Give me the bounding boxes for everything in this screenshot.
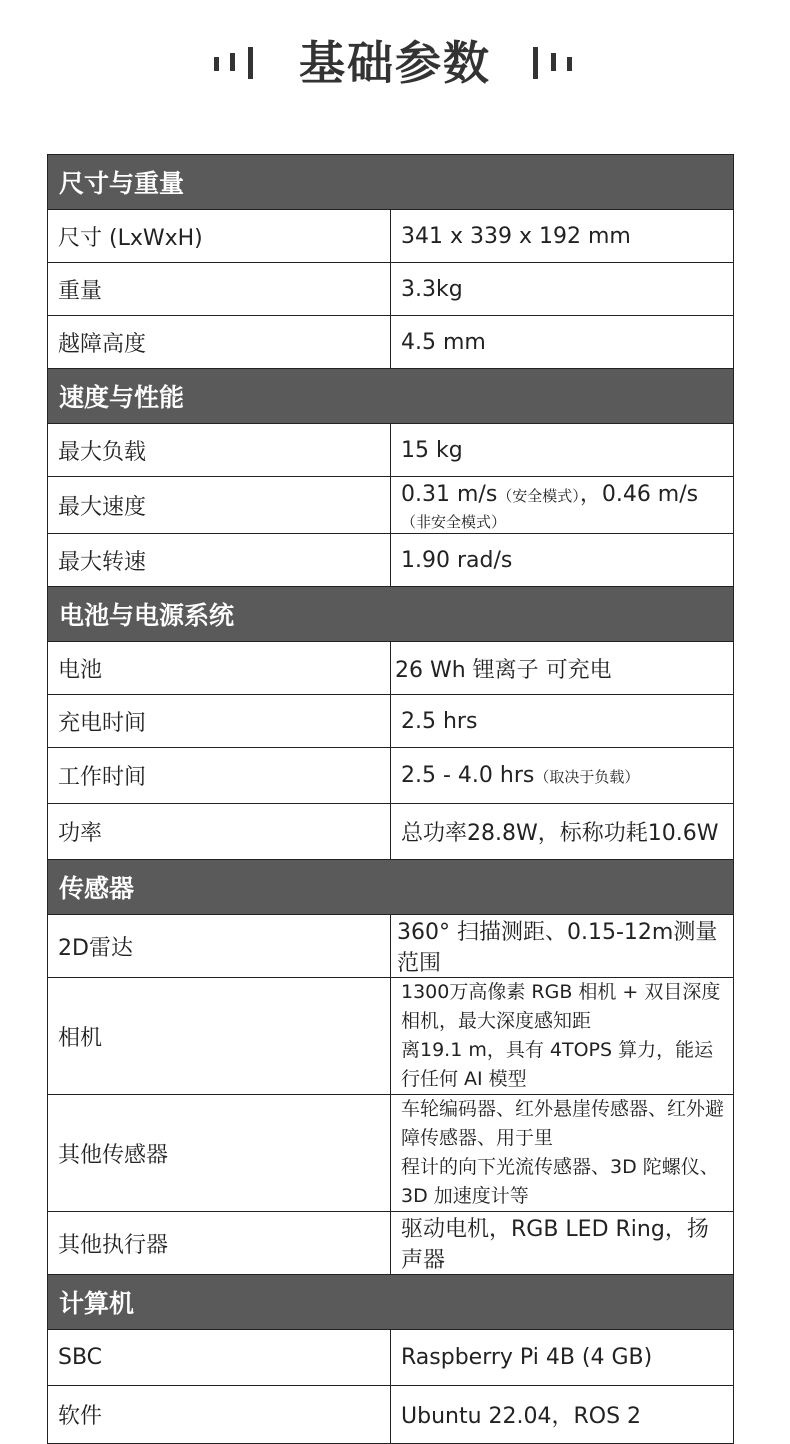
spec-label: 电池 — [48, 642, 391, 695]
decorative-bars-right-icon — [533, 47, 578, 79]
spec-label: 相机 — [48, 978, 391, 1095]
spec-value — [391, 978, 734, 1095]
table-row — [48, 477, 734, 534]
table-row — [48, 804, 734, 860]
spec-value: 总功率28.8W，标称功耗10.6W — [391, 804, 734, 860]
speed-safe-note: （安全模式） — [497, 487, 580, 505]
spec-label: 其他传感器 — [48, 1095, 391, 1212]
spec-value: 2.5 hrs — [391, 695, 734, 748]
section-header-sensors — [48, 860, 734, 915]
table-row — [48, 695, 734, 748]
spec-label: 充电时间 — [48, 695, 391, 748]
spec-value — [391, 1095, 734, 1212]
spec-label: 越障高度 — [48, 316, 391, 369]
section-header-size-weight — [48, 155, 734, 210]
section-header-battery-power — [48, 587, 734, 642]
section-header-speed-performance — [48, 369, 734, 424]
section-title: 计算机 — [48, 1275, 734, 1330]
table-row — [48, 1386, 734, 1444]
spec-label: 软件 — [48, 1386, 391, 1444]
page-header — [0, 30, 790, 96]
table-row — [48, 316, 734, 369]
spec-label: 最大负载 — [48, 424, 391, 477]
spec-value: 26 Wh 锂离子 可充电 — [391, 642, 734, 695]
spec-label: 尺寸 (LxWxH) — [48, 210, 391, 263]
spec-label: 最大速度 — [48, 477, 391, 534]
spec-value: 驱动电机，RGB LED Ring，扬声器 — [391, 1212, 734, 1275]
spec-label: 其他执行器 — [48, 1212, 391, 1275]
spec-value-line: 离19.1 m，具有 4TOPS 算力，能运行任何 AI 模型 — [401, 1039, 714, 1090]
spec-value-line: 1300万高像素 RGB 相机 + 双目深度相机，最大深度感知距 — [401, 981, 721, 1032]
spec-value — [391, 477, 734, 534]
table-row — [48, 1095, 734, 1212]
speed-unsafe-value: 0.46 m/s — [601, 482, 699, 507]
spec-value: 1.90 rad/s — [391, 534, 734, 587]
table-row — [48, 534, 734, 587]
table-row — [48, 642, 734, 695]
spec-value-line: 车轮编码器、红外悬崖传感器、红外避障传感器、用于里 — [401, 1098, 725, 1149]
spec-value: 3.3kg — [391, 263, 734, 316]
decorative-bars-left-icon — [214, 47, 259, 79]
section-header-computer — [48, 1275, 734, 1330]
table-row — [48, 915, 734, 978]
section-title: 传感器 — [48, 860, 734, 915]
table-row — [48, 210, 734, 263]
spec-label: 最大转速 — [48, 534, 391, 587]
speed-separator: ， — [579, 482, 602, 507]
spec-label: SBC — [48, 1330, 391, 1386]
spec-value: 341 x 339 x 192 mm — [391, 210, 734, 263]
spec-label: 工作时间 — [48, 748, 391, 804]
speed-unsafe-note: （非安全模式） — [401, 513, 507, 531]
runtime-note: （取决于负载） — [534, 768, 640, 786]
spec-value-line: 程计的向下光流传感器、3D 陀螺仪、3D 加速度计等 — [401, 1156, 719, 1207]
spec-value: 4.5 mm — [391, 316, 734, 369]
spec-value: Raspberry Pi 4B (4 GB) — [391, 1330, 734, 1386]
section-title: 速度与性能 — [48, 369, 734, 424]
spec-table — [47, 154, 734, 1444]
spec-value — [391, 748, 734, 804]
spec-label: 功率 — [48, 804, 391, 860]
table-row — [48, 1330, 734, 1386]
section-title: 尺寸与重量 — [48, 155, 734, 210]
page-title: 基础参数 — [299, 36, 491, 90]
speed-safe-value: 0.31 m/s — [401, 482, 498, 507]
spec-label: 2D雷达 — [48, 915, 391, 978]
section-title: 电池与电源系统 — [48, 587, 734, 642]
table-row — [48, 748, 734, 804]
spec-value: Ubuntu 22.04，ROS 2 — [391, 1386, 734, 1444]
spec-value: 360° 扫描测距、0.15-12m测量范围 — [391, 915, 734, 978]
spec-label: 重量 — [48, 263, 391, 316]
table-row — [48, 1212, 734, 1275]
runtime-value: 2.5 - 4.0 hrs — [401, 763, 535, 788]
table-row — [48, 424, 734, 477]
spec-value: 15 kg — [391, 424, 734, 477]
table-row — [48, 978, 734, 1095]
table-row — [48, 263, 734, 316]
